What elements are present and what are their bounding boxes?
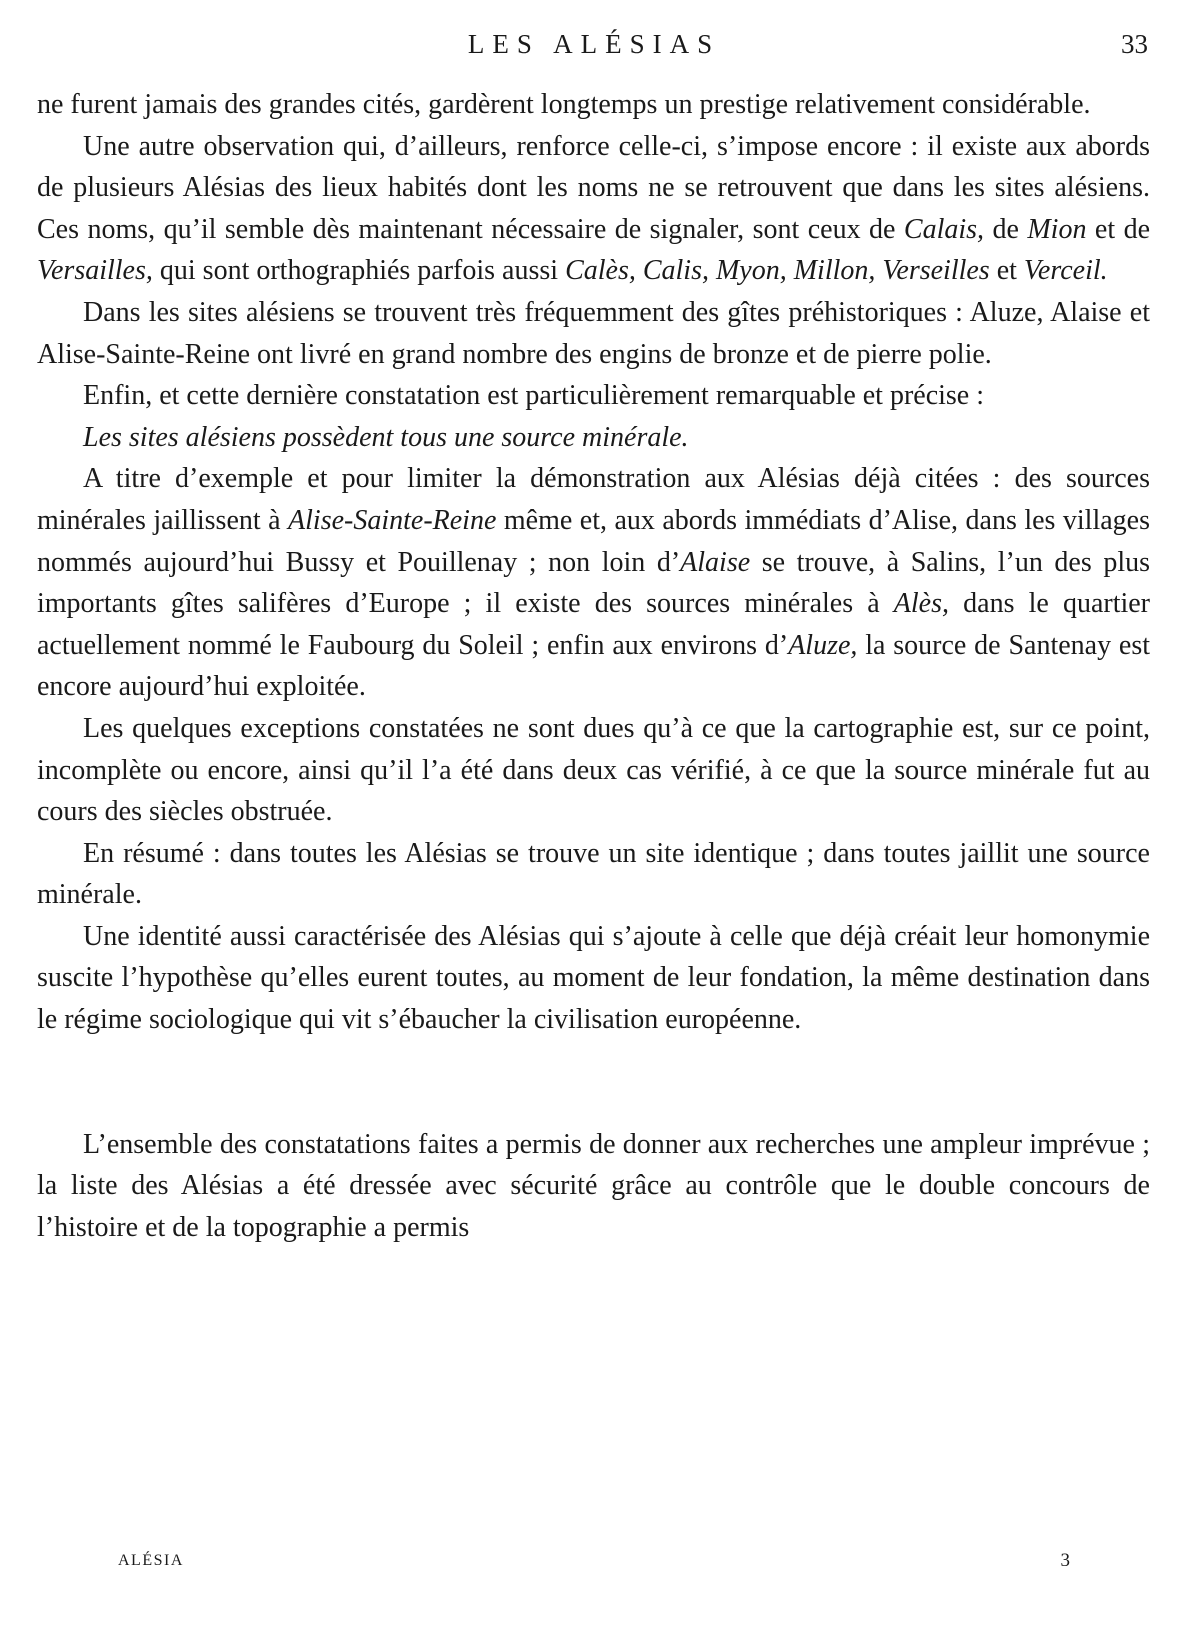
paragraph [37, 126, 1150, 292]
italic-text: Alise-Sainte-Reine [288, 504, 497, 536]
italic-text: Calais, [903, 213, 985, 245]
page-footer [118, 1546, 1070, 1576]
italic-text: Les sites alésiens possèdent tous une source minérale. [83, 421, 689, 453]
text-run: En résumé : dans toutes les Alésias se trouve un site identique ; dans toutes jaillit une source minérale. [37, 837, 1150, 911]
text-run: Une identité aussi caractérisée des Alésias qui s’ajoute à celle que déjà créait leur homonymie suscite l’hypothèse qu’elles eurent toutes, au moment de leur fondation, la même destination dans le régime sociologique qui vit s’ébaucher la civilisation européenne. [37, 920, 1150, 1036]
text-run: de [984, 213, 1028, 245]
text-run: se trouve, à Salins, l’un des plus importants gîtes salifères d’Europe ; il existe des sources minérales à [37, 546, 1150, 620]
italic-text: Alaise [680, 546, 751, 578]
signature-number: 3 [1060, 1550, 1070, 1571]
italic-text: Aluze, [788, 629, 858, 661]
paragraph [37, 417, 1150, 459]
text-run: et [989, 255, 1024, 287]
paragraph [37, 84, 1150, 126]
paragraph [37, 375, 1150, 417]
italic-text: Mion [1027, 213, 1087, 245]
paragraph [37, 916, 1150, 1041]
paragraph [37, 708, 1150, 833]
text-run: dans le quartier actuellement nommé le Faubourg du Soleil ; enfin aux environs d’ [37, 588, 1151, 661]
body-text [37, 84, 1150, 1248]
text-run: Les quelques exceptions constatées ne sont dues qu’à ce que la cartographie est, sur ce point, incomplète ou encore, ainsi qu’il l’a été dans deux cas vérifié, à ce que la source minérale fut au cours des siècles obstruée. [37, 712, 1150, 828]
text-run: la source de Santenay est encore aujourd’hui exploitée. [37, 629, 1151, 703]
running-title: LES ALÉSIAS [467, 29, 721, 59]
text-run: A titre d’exemple et pour limiter la démonstration aux Alésias déjà citées : des sources minérales jaillissent à [37, 463, 1150, 536]
text-run: même et, aux abords immédiats d’Alise, dans les villages nommés aujourd’hui Bussy et Pouillenay ; non loin d’ [37, 504, 1150, 578]
italic-text: Alès, [893, 588, 950, 620]
text-run: qui sont orthographiés parfois aussi [152, 255, 566, 287]
text-run: Enfin, et cette dernière constatation est particulièrement remarquable et précise : [83, 380, 985, 412]
italic-text: Verceil. [1023, 255, 1108, 287]
paragraph [37, 458, 1150, 708]
italic-text: Calès, Calis, Myon, Millon, Verseilles [565, 255, 990, 287]
paragraph [37, 833, 1150, 916]
text-run: ne furent jamais des grandes cités, gardèrent longtemps un prestige relativement considérable. [37, 89, 1091, 120]
text-run: Dans les sites alésiens se trouvent très fréquemment des gîtes préhistoriques : Aluze, Alaise et Alise-Sainte-Reine ont livré en grand nombre des engins de bronze et de pierre polie. [37, 296, 1150, 370]
text-run: et de [1086, 213, 1150, 245]
text-run: L’ensemble des constatations faites a permis de donner aux recherches une ampleur imprévue ; la liste des Alésias a été dressée avec sécurité grâce au contrôle que le double concours de l’histoire et de la topographie a permis [37, 1128, 1150, 1243]
text-run: Une autre observation qui, d’ailleurs, renforce celle-ci, s’impose encore : il existe aux abords de plusieurs Alésias des lieux habités dont les noms ne se retrouvent que dans les sites alésiens. Ces noms, qu’il semble dès maintenant nécessaire de signaler, sont ceux de [37, 130, 1150, 245]
running-head [40, 26, 1148, 62]
section-break [37, 1041, 1150, 1124]
printer-signature: ALÉSIA [118, 1552, 184, 1569]
italic-text: Versailles, [37, 255, 153, 287]
page-number: 33 [1121, 29, 1148, 59]
paragraph [37, 292, 1150, 375]
paragraph [37, 1124, 1150, 1249]
